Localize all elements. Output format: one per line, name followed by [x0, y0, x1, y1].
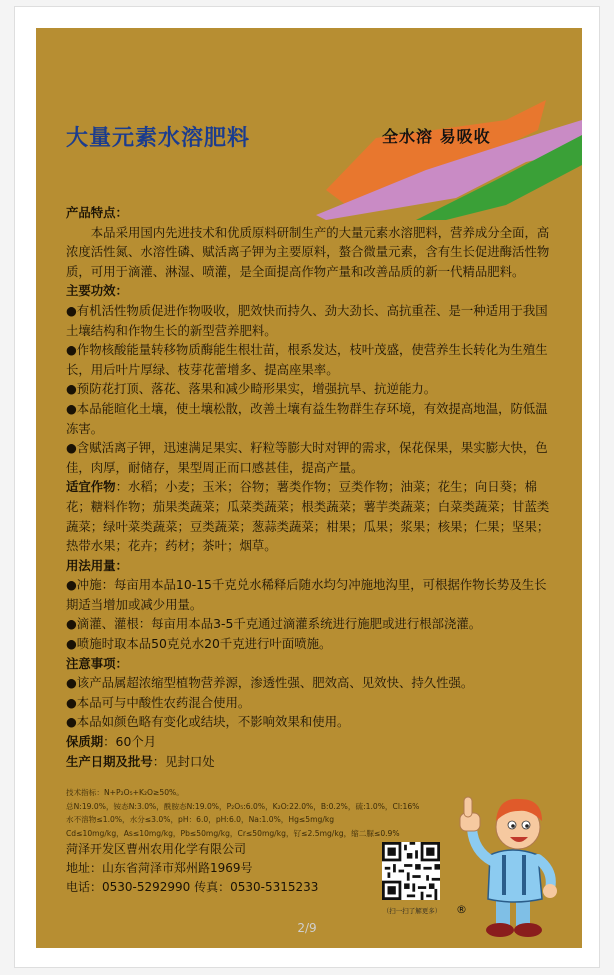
slogan: 全水溶 易吸收 [382, 127, 491, 146]
qr-code [382, 842, 440, 900]
usage-heading: 用法用量： [66, 557, 128, 573]
product-description [66, 203, 556, 771]
note-item: ●本品如颜色略有变化或结块，不影响效果和使用。 [66, 714, 350, 730]
shelf-life-heading: 保质期 [66, 734, 104, 750]
usage-item: ●喷施时取本品50克兑水20千克进行叶面喷施。 [66, 636, 332, 652]
technical-specs [66, 786, 496, 840]
crops-paragraph [66, 477, 556, 555]
color-stripes-decoration [306, 80, 582, 220]
features-heading: 产品特点： [66, 205, 128, 220]
shelf-life-value: ：60个月 [103, 734, 157, 750]
company-phone: 电话：0530-5292990 传真：0530-5315233 [66, 880, 319, 894]
features-text: 本品采用国内先进技术和优质原料研制生产的大量元素水溶肥料，营养成分全面，高浓度活性氮、水溶性磷、赋活离子钾为主要原料，螯合微量元素，含有生长促进酶活性物质，可用于滴灌、淋湿、喷灌，是全面提高作物产量和改善品质的新一代精品肥料。 [66, 224, 550, 279]
effects-heading: 主要功效： [66, 283, 128, 299]
spec-line: 总N:19.0%，铵态N:3.0%，酰胺态N:19.0%，P₂O₅:6.0%，K₂O:22.0%，B:0.2%，硫:1.0%，Cl:16% [66, 801, 420, 811]
effect-item: ●作物核酸能量转移物质酶能生根壮苗，根系发达，枝叶茂盛，使营养生长转化为生殖生长，用后叶片厚绿、枝芽花蕾增多、提高座果率。 [66, 342, 548, 377]
effect-item: ●含赋活离子钾，迅速满足果实、籽粒等膨大时对钾的需求，保花保果，果实膨大快，色佳，肉厚，耐储存，果型周正而口感甚佳，提高产量。 [66, 440, 548, 475]
note-item: ●本品可与中酸性农药混合使用。 [66, 694, 251, 710]
spec-line: 技术指标：N+P₂O₅+K₂O≥50%。 [66, 788, 184, 797]
company-name: 菏泽开发区曹州农用化学有限公司 [66, 842, 247, 856]
usage-item: ●滴灌、灌根：每亩用本品3-5千克通过滴灌系统进行施肥或进行根部浇灌。 [66, 616, 482, 632]
product-label [36, 28, 582, 948]
farmer-mascot-illustration [446, 763, 566, 943]
usage-item: ●冲施：每亩用本品10-15千克兑水稀释后随水均匀冲施地沟里，可根据作物长势及生长期适当增加或减少用量。 [66, 577, 547, 612]
product-title: 大量元素水溶肥料 [66, 126, 251, 151]
crops-text: ：水稻；小麦；玉米；谷物；薯类作物；豆类作物；油菜；花生；向日葵；棉花；糖料作物；茄果类蔬菜；瓜菜类蔬菜；根类蔬菜；薯芋类蔬菜；白菜类蔬菜；甘蓝类蔬菜；绿叶菜类蔬菜；豆类蔬菜；葱蒜类蔬菜；柑果；瓜果；浆果；核果；仁果；坚果；热带水果；花卉；药材；茶叶；烟草。 [66, 479, 550, 554]
production-date-heading: 生产日期及批号 [66, 753, 153, 769]
qr-caption: （扫一扫了解更多） [382, 907, 442, 915]
page-indicator: 2/9 [297, 921, 317, 935]
effect-item: ●本品能暄化土壤，使土壤松散，改善土壤有益生物群生存环境，有效提高地温，防低温冻害。 [66, 400, 548, 436]
spec-line: Cd≤10mg/kg，As≤10mg/kg，Pb≤50mg/kg，Cr≤50mg/kg，钌≤2.5mg/kg，缩二脲≤0.9% [66, 828, 400, 838]
company-address: 地址：山东省菏泽市郑州路1969号 [66, 861, 253, 875]
notes-heading: 注意事项： [66, 655, 128, 671]
production-date-value: ：见封口处 [152, 753, 215, 769]
company-contact [66, 840, 318, 897]
registered-trademark-mark: ® [456, 903, 467, 916]
effect-item: ●有机活性物质促进作物吸收，肥效快而持久、劲大劲长、高抗重茬、是一种适用于我国土壤结构和作物生长的新型营养肥料。 [66, 302, 548, 338]
spec-line: 水不溶物≤1.0%，水分≤3.0%，pH：6.0，pH:6.0，Na:1.0%，Hg≤5mg/kg [66, 815, 335, 825]
crops-heading: 适宜作物 [66, 479, 116, 495]
note-item: ●该产品属超浓缩型植物营养源，渗透性强、肥效高、见效快、持久性强。 [66, 675, 474, 691]
effect-item: ●预防花打顶、落花、落果和减少畸形果实，增强抗旱、抗逆能力。 [66, 381, 437, 397]
shelf-life [66, 732, 556, 752]
